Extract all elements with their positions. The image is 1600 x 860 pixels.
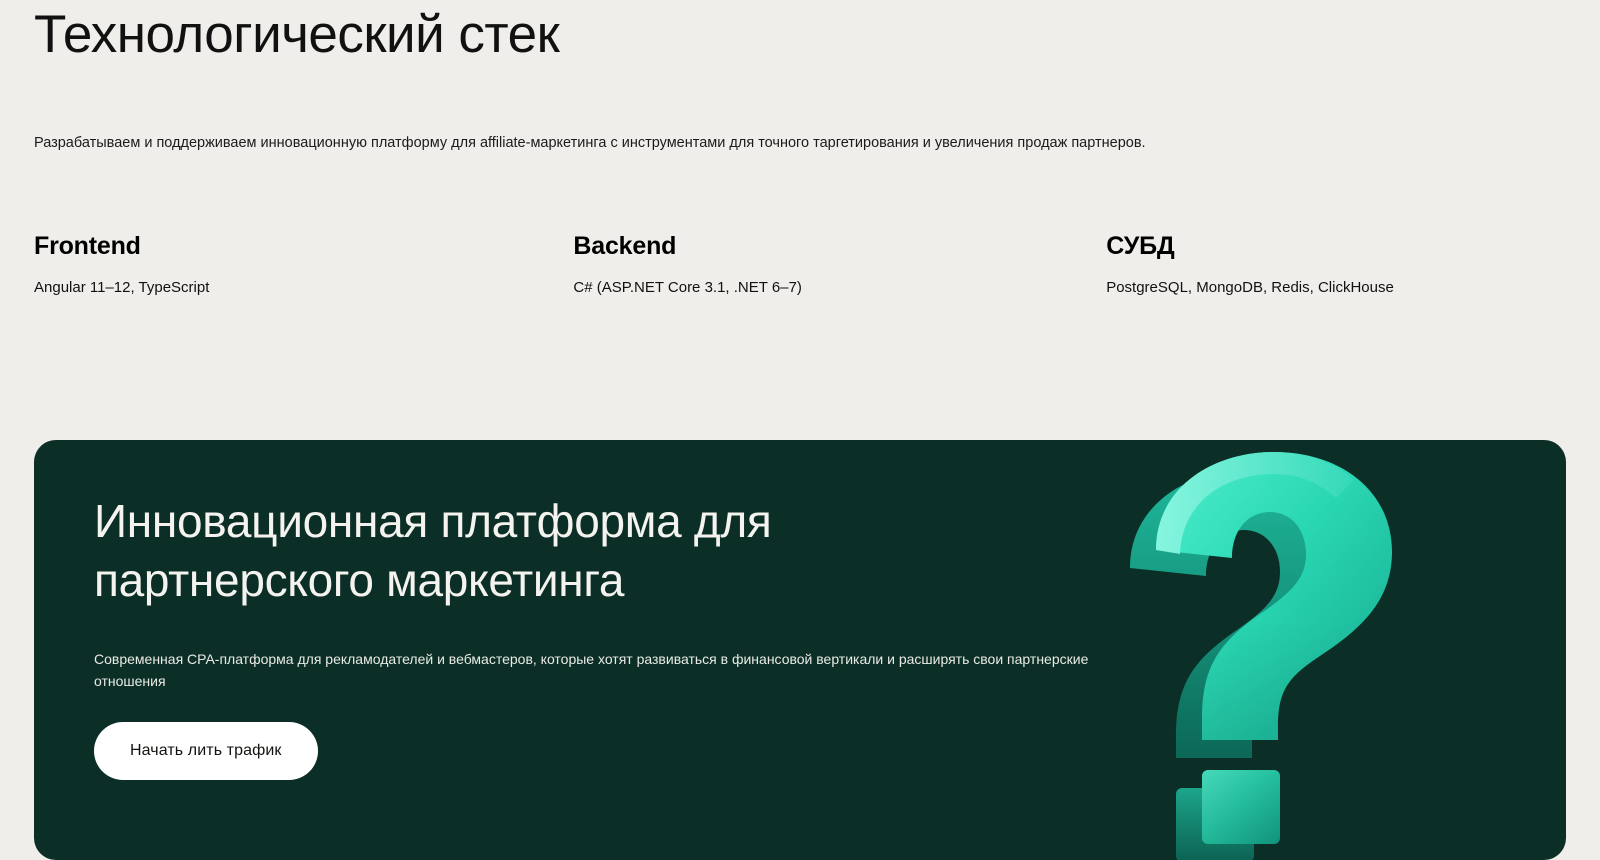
stack-items-database: PostgreSQL, MongoDB, Redis, ClickHouse: [1106, 279, 1394, 297]
hero-title: Инновационная платформа для партнерского маркетинга: [94, 495, 772, 606]
page-subtitle: Разрабатываем и поддерживаем инновационную платформу для affiliate-маркетинга с инструментами для точного таргетирования и увеличения продаж партнеров.: [34, 135, 1146, 152]
hero-banner: [34, 440, 1566, 860]
start-traffic-button[interactable]: Начать лить трафик: [94, 722, 318, 780]
stack-column-backend: [543, 232, 1054, 298]
hero-subtitle: Современная CPA-платформа для рекламодателей и вебмастеров, которые хотят развиваться в финансовой вертикали и расширять свои партнерские отношения: [94, 650, 1089, 690]
stack-heading-frontend: Frontend: [34, 232, 141, 261]
tech-stack-grid: [34, 154, 1566, 298]
stack-items-frontend: Angular 11–12, TypeScript: [34, 279, 210, 297]
stack-column-database: [1054, 232, 1566, 298]
intro-section: [0, 0, 1600, 298]
page-title: Технологический стек: [34, 5, 560, 64]
hero-content: [34, 440, 1154, 780]
stack-column-frontend: [34, 232, 543, 298]
stack-heading-backend: Backend: [573, 232, 677, 261]
stack-items-backend: C# (ASP.NET Core 3.1, .NET 6–7): [573, 279, 802, 297]
stack-heading-database: СУБД: [1106, 232, 1175, 261]
